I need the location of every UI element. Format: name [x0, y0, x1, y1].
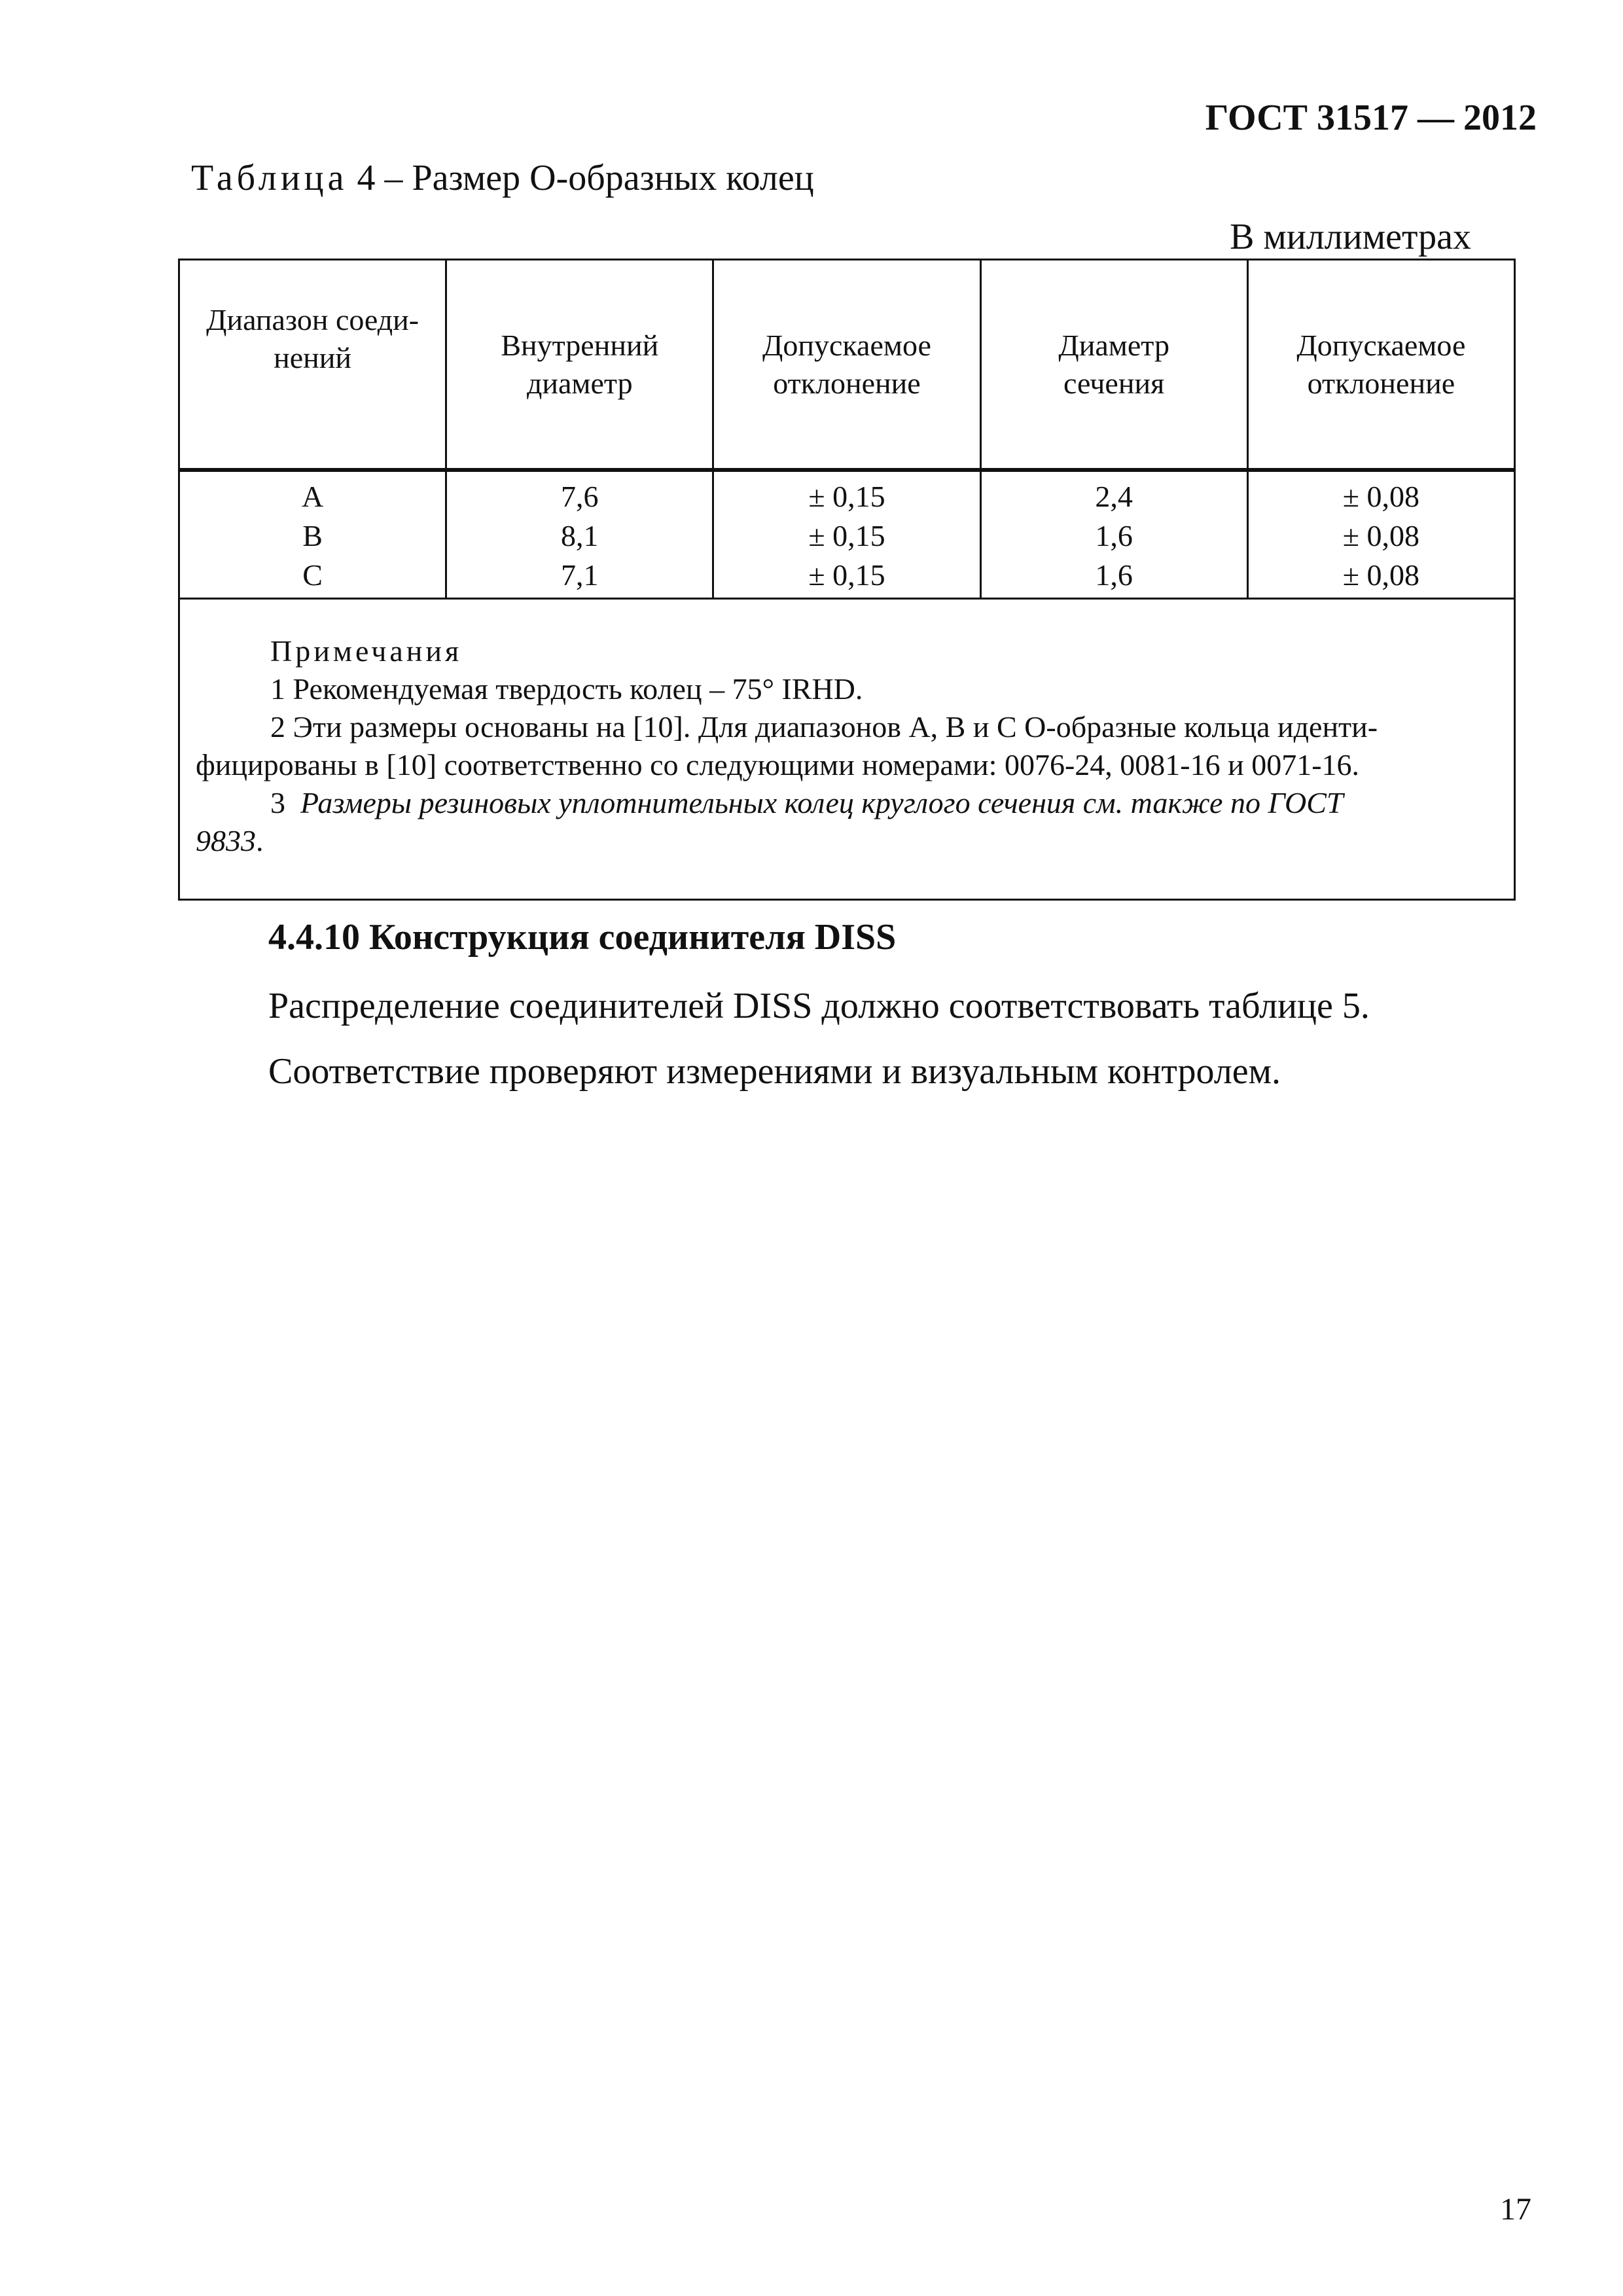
column-tolerance-2: [1247, 470, 1514, 599]
table-cell: ± 0,08: [1342, 480, 1419, 513]
note-3-number: 3: [270, 786, 300, 819]
table-cell: 8,1: [561, 519, 599, 552]
page-number: 17: [1500, 2192, 1531, 2227]
document-code: ГОСТ 31517 — 2012: [1205, 98, 1537, 138]
header-line: Диапазон соеди-: [206, 303, 419, 336]
table-cell: ± 0,08: [1342, 558, 1419, 592]
table-header-row: [179, 260, 1515, 471]
note-3-line-2: [196, 822, 1498, 860]
column-range: [179, 470, 446, 599]
notes-heading: Примечания: [270, 634, 463, 668]
table-cell: 7,6: [561, 480, 599, 513]
header-line: Внутренний: [501, 328, 659, 362]
header-connection-range: [179, 260, 446, 471]
header-tolerance-1: [713, 260, 980, 471]
note-2-line-1: 2 Эти размеры основаны на [10]. Для диапазонов А, В и С О-образные кольца иденти-: [270, 710, 1378, 744]
table-cell: 2,4: [1095, 480, 1133, 513]
table-cell: 7,1: [561, 558, 599, 592]
header-line: сечения: [1063, 366, 1165, 400]
header-line: отклонение: [773, 366, 921, 400]
o-ring-size-table: [178, 259, 1516, 600]
column-tolerance-1: [713, 470, 980, 599]
table-body-row: [179, 470, 1515, 599]
header-tolerance-2: [1247, 260, 1514, 471]
note-3: [196, 784, 1498, 822]
table-title-rest: 4 – Размер О-образных колец: [348, 158, 814, 198]
column-section-diameter: [980, 470, 1247, 599]
table-units: В миллиметрах: [1230, 217, 1471, 257]
header-line: Диаметр: [1058, 328, 1169, 362]
note-3-end: .: [256, 824, 264, 857]
note-1: 1 Рекомендуемая твердость колец – 75° IRHD.: [270, 672, 863, 706]
header-line: диаметр: [526, 366, 633, 400]
table-cell: ± 0,15: [808, 480, 885, 513]
note-3-text: Размеры резиновых уплотнительных колец круглого сечения см. также по ГОСТ: [300, 786, 1344, 819]
note-2-line-2: фицированы в [10] соответственно со следующими номерами: 0076-24, 0081-16 и 0071-16.: [196, 748, 1360, 781]
column-inner-diameter: [446, 470, 713, 599]
note-3-standard: 9833: [196, 824, 256, 857]
section-heading: 4.4.10 Конструкция соединителя DISS: [268, 917, 897, 958]
paragraph-distribution: Распределение соединителей DISS должно соответствовать таблице 5.: [268, 986, 1370, 1026]
header-inner-diameter: [446, 260, 713, 471]
header-line: нений: [274, 341, 352, 374]
header-line: отклонение: [1307, 366, 1455, 400]
table-title: [191, 157, 814, 199]
table-cell: С: [302, 558, 323, 592]
table-title-prefix: Таблица: [191, 158, 348, 198]
header-line: Допускаемое: [762, 328, 931, 362]
table-cell: ± 0,15: [808, 519, 885, 552]
table-cell: 1,6: [1095, 558, 1133, 592]
table-notes: [178, 600, 1516, 901]
table-cell: 1,6: [1095, 519, 1133, 552]
table-cell: В: [302, 519, 323, 552]
paragraph-verification: Соответствие проверяют измерениями и визуальным контролем.: [268, 1051, 1281, 1092]
table-cell: А: [301, 480, 324, 513]
header-section-diameter: [980, 260, 1247, 471]
table-cell: ± 0,08: [1342, 519, 1419, 552]
table-container: [178, 259, 1516, 901]
header-line: Допускаемое: [1296, 328, 1466, 362]
table-cell: ± 0,15: [808, 558, 885, 592]
